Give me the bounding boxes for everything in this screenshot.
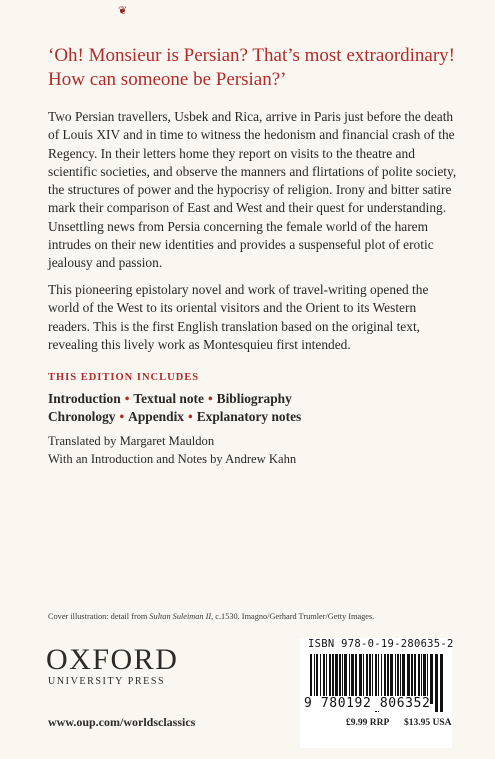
translator-credit: Translated by Margaret Mauldon [48,434,215,448]
edition-item-explanatory-notes: Explanatory notes [196,409,302,424]
edition-item-textual-note: Textual note [133,391,204,406]
bullet-separator: • [188,409,193,424]
bullet-separator: • [207,391,213,406]
edition-item-appendix: Appendix [128,409,184,424]
caption-suffix: , c.1530. Imagno/Gerhard Trumler/Getty Images. [211,612,375,621]
cover-illustration-credit [48,612,468,621]
pull-quote-line-1: ‘Oh! Monsieur is Persian? That’s most extraordinary! [48,45,456,66]
edition-includes-row-1 [48,390,468,408]
edition-item-introduction: Introduction [48,391,121,406]
barcode-block [300,638,452,748]
edition-item-bibliography: Bibliography [216,391,292,406]
pull-quote-line-2: How can someone be Persian?’ [48,69,287,90]
barcode-bar [435,654,438,712]
isbn-label: ISBN 978-0-19-280635-2 [308,638,454,650]
publisher-url[interactable]: www.oup.com/worldsclassics [48,715,196,729]
barcode-bar [440,654,443,712]
blurb-paragraph-1: Two Persian travellers, Usbek and Rica, arrive in Paris just before the death of Louis XIV and in time to witness the hedonism and financial crash of the Regency. In their letters home they report on visits to the theatre and scientific societies, and observe the manners and flirtations of polite society, the structures of power and the hypocrisy of religion. Irony and bitter satire mark their comparison of East and West and their quest for understanding. Unsettling news from Persia concerning the female world of the harem intrudes on their new identities and provides a suspenseful plot of erotic jealousy and passion. [48,109,457,271]
price-usd: $13.95 USA [404,718,452,728]
bullet-separator: • [124,391,130,406]
publisher-logo: OXFORD [46,643,179,676]
edition-includes-row-2 [48,408,468,426]
publisher-subtitle: UNIVERSITY PRESS [48,676,166,687]
edition-includes-heading: THIS EDITION INCLUDES [48,372,200,383]
caption-artwork-title: Sultan Suleiman II [149,612,212,621]
price-gbp: £9.99 RRP [346,718,390,728]
credits [48,432,468,468]
blurb-paragraph-2: This pioneering epistolary novel and work of travel-writing opened the world of the West to its oriental visitors and the Orient to its Western readers. This is the first English translation based on the original text, revealing this lively work as Montesquieu first intended. [48,282,429,352]
caption-prefix: Cover illustration: detail from [48,612,150,621]
editor-credit: With an Introduction and Notes by Andrew Kahn [48,452,297,466]
decorative-mark: ❦ [118,5,130,17]
bullet-separator: • [119,409,125,424]
barcode-digits: 9 780192 806352 [304,696,431,711]
edition-item-chronology: Chronology [48,409,116,424]
pull-quote [48,44,468,92]
edition-includes-list [48,390,468,426]
barcode-bar [430,654,433,704]
